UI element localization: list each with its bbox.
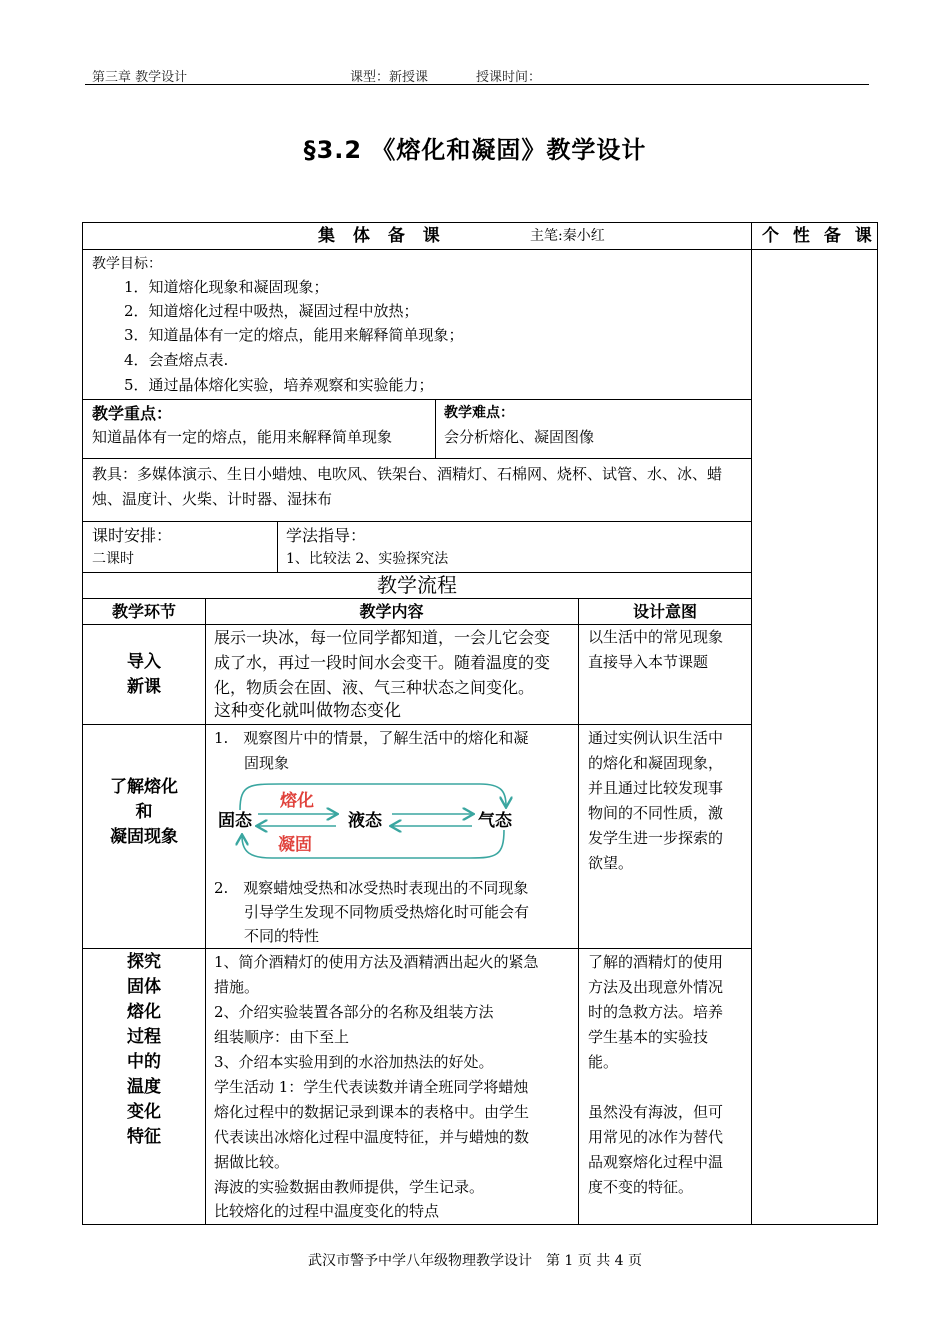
key-point-label: 教学重点： <box>92 404 173 423</box>
header-time-label: 授课时间： <box>476 70 542 85</box>
objective-item: 5．通过晶体熔化实验，培养观察和实验能力； <box>124 376 434 394</box>
freeze-label: 凝固 <box>278 835 312 855</box>
content-line: 引导学生发现不同物质受热熔化时可能会有 <box>244 903 530 921</box>
collective-header: 集 体 备 课 <box>318 226 446 246</box>
stage-label: 特征 <box>127 1127 161 1147</box>
solid-label: 固态 <box>218 811 252 831</box>
stage-label: 了解熔化 <box>110 777 178 797</box>
stage-label: 过程 <box>127 1027 161 1047</box>
stage-label: 中的 <box>127 1052 161 1072</box>
stage-label: 新课 <box>127 677 161 697</box>
flow-title: 教学流程 <box>377 573 457 597</box>
stage-label: 凝固现象 <box>110 827 178 847</box>
header-course-type: 课型：新授课 <box>350 70 429 85</box>
content-line: 代表读出冰熔化过程中温度特征，并与蜡烛的数 <box>214 1128 530 1146</box>
content-line: 3、介绍本实验用到的水浴加热法的好处。 <box>214 1053 494 1071</box>
intent-line: 时的急救方法。培养 <box>588 1003 724 1021</box>
difficulty-text: 会分析熔化、凝固图像 <box>444 428 595 446</box>
intent-line: 直接导入本节课题 <box>588 653 709 671</box>
intent-line: 物间的不同性质，激 <box>588 804 724 822</box>
content-line: 组装顺序：由下至上 <box>214 1028 350 1046</box>
method-label: 学法指导： <box>286 526 367 545</box>
objective-item: 4．会查熔点表. <box>124 351 229 369</box>
content-line: 这种变化就叫做物态变化 <box>214 701 401 721</box>
content-line: 固现象 <box>244 754 290 772</box>
column-header-stage: 教学环节 <box>111 602 176 621</box>
stage-label: 固体 <box>127 977 161 997</box>
content-line: 展示一块冰，每一位同学都知道，一会儿它会变 <box>214 628 551 647</box>
gas-label: 气态 <box>478 811 512 831</box>
author-label: 主笔:秦小红 <box>530 228 605 244</box>
content-line: 1、简介酒精灯的使用方法及酒精洒出起火的紧急 <box>214 953 539 971</box>
intent-line: 学生基本的实验技 <box>588 1028 709 1046</box>
schedule-label: 课时安排： <box>92 526 173 545</box>
content-line: 学生活动 1：学生代表读数并请全班同学将蜡烛 <box>214 1078 529 1096</box>
stage-label: 变化 <box>127 1102 161 1122</box>
page-title: §3.2 《熔化和凝固》教学设计 <box>303 136 647 164</box>
column-header-intent: 设计意图 <box>632 602 697 621</box>
intent-line: 品观察熔化过程中温 <box>588 1153 724 1171</box>
liquid-label: 液态 <box>348 811 382 831</box>
key-point-text: 知道晶体有一定的熔点，能用来解释简单现象 <box>92 428 393 446</box>
intent-line: 了解的酒精灯的使用 <box>588 953 724 971</box>
intent-line: 发学生进一步探索的 <box>588 829 724 847</box>
stage-label: 温度 <box>127 1077 161 1097</box>
intent-line: 度不变的特征。 <box>588 1178 694 1196</box>
objective-item: 2．知道熔化过程中吸热，凝固过程中放热； <box>124 302 419 320</box>
melt-label: 熔化 <box>280 791 314 811</box>
page-footer: 武汉市警予中学八年级物理教学设计 第 1 页 共 4 页 <box>307 1253 643 1269</box>
tools-line-2: 烛、温度计、火柴、计时器、湿抹布 <box>92 490 333 508</box>
intent-line: 方法及出现意外情况 <box>588 978 724 996</box>
content-line: 据做比较。 <box>214 1153 290 1171</box>
difficulty-label: 教学难点： <box>444 405 514 421</box>
intent-line: 并且通过比较发现事 <box>588 779 724 797</box>
stage-label: 导入 <box>127 652 161 672</box>
intent-line: 的熔化和凝固现象， <box>588 754 724 772</box>
content-line: 2、介绍实验装置各部分的名称及组装方法 <box>214 1003 494 1021</box>
stage-label: 探究 <box>127 952 161 972</box>
objective-item: 3．知道晶体有一定的熔点，能用来解释简单现象； <box>124 326 464 344</box>
content-line: 2. 观察蜡烛受热和冰受热时表现出的不同现象 <box>214 879 529 897</box>
content-line: 海波的实验数据由教师提供，学生记录。 <box>214 1178 485 1196</box>
intent-line: 虽然没有海波，但可 <box>588 1103 724 1121</box>
objective-item: 1．知道熔化现象和凝固现象； <box>124 278 329 296</box>
intent-line: 通过实例认识生活中 <box>588 729 724 747</box>
intent-line: 用常见的冰作为替代 <box>588 1128 724 1146</box>
personal-header: 个 性 备 课 <box>762 226 876 246</box>
content-line: 化，物质会在固、液、气三种状态之间变化。 <box>214 678 535 697</box>
header-rule <box>85 84 869 85</box>
content-line: 比较熔化的过程中温度变化的特点 <box>214 1202 440 1220</box>
content-line: 1. 观察图片中的情景，了解生活中的熔化和凝 <box>214 729 529 747</box>
stage-label: 熔化 <box>127 1002 161 1022</box>
intent-line: 以生活中的常见现象 <box>588 628 724 646</box>
schedule-value: 二课时 <box>92 551 134 567</box>
objectives-label: 教学目标： <box>92 256 162 272</box>
intent-line: 欲望。 <box>588 854 634 872</box>
content-line: 熔化过程中的数据记录到课本的表格中。由学生 <box>214 1103 530 1121</box>
content-line: 成了水，再过一段时间水会变干。随着温度的变 <box>214 653 551 672</box>
tools-line-1: 教具：多媒体演示、生日小蜡烛、电吹风、铁架台、酒精灯、石棉网、烧杯、试管、水、冰、蜡 <box>92 465 723 483</box>
method-value: 1、比较法 2、实验探究法 <box>286 551 449 567</box>
content-line: 措施。 <box>214 978 260 996</box>
state-change-diagram <box>210 778 520 864</box>
column-header-content: 教学内容 <box>359 602 424 621</box>
stage-label: 和 <box>135 802 153 822</box>
content-line: 不同的特性 <box>244 927 320 945</box>
intent-line: 能。 <box>588 1053 619 1071</box>
header-chapter: 第三章 教学设计 <box>92 70 188 85</box>
